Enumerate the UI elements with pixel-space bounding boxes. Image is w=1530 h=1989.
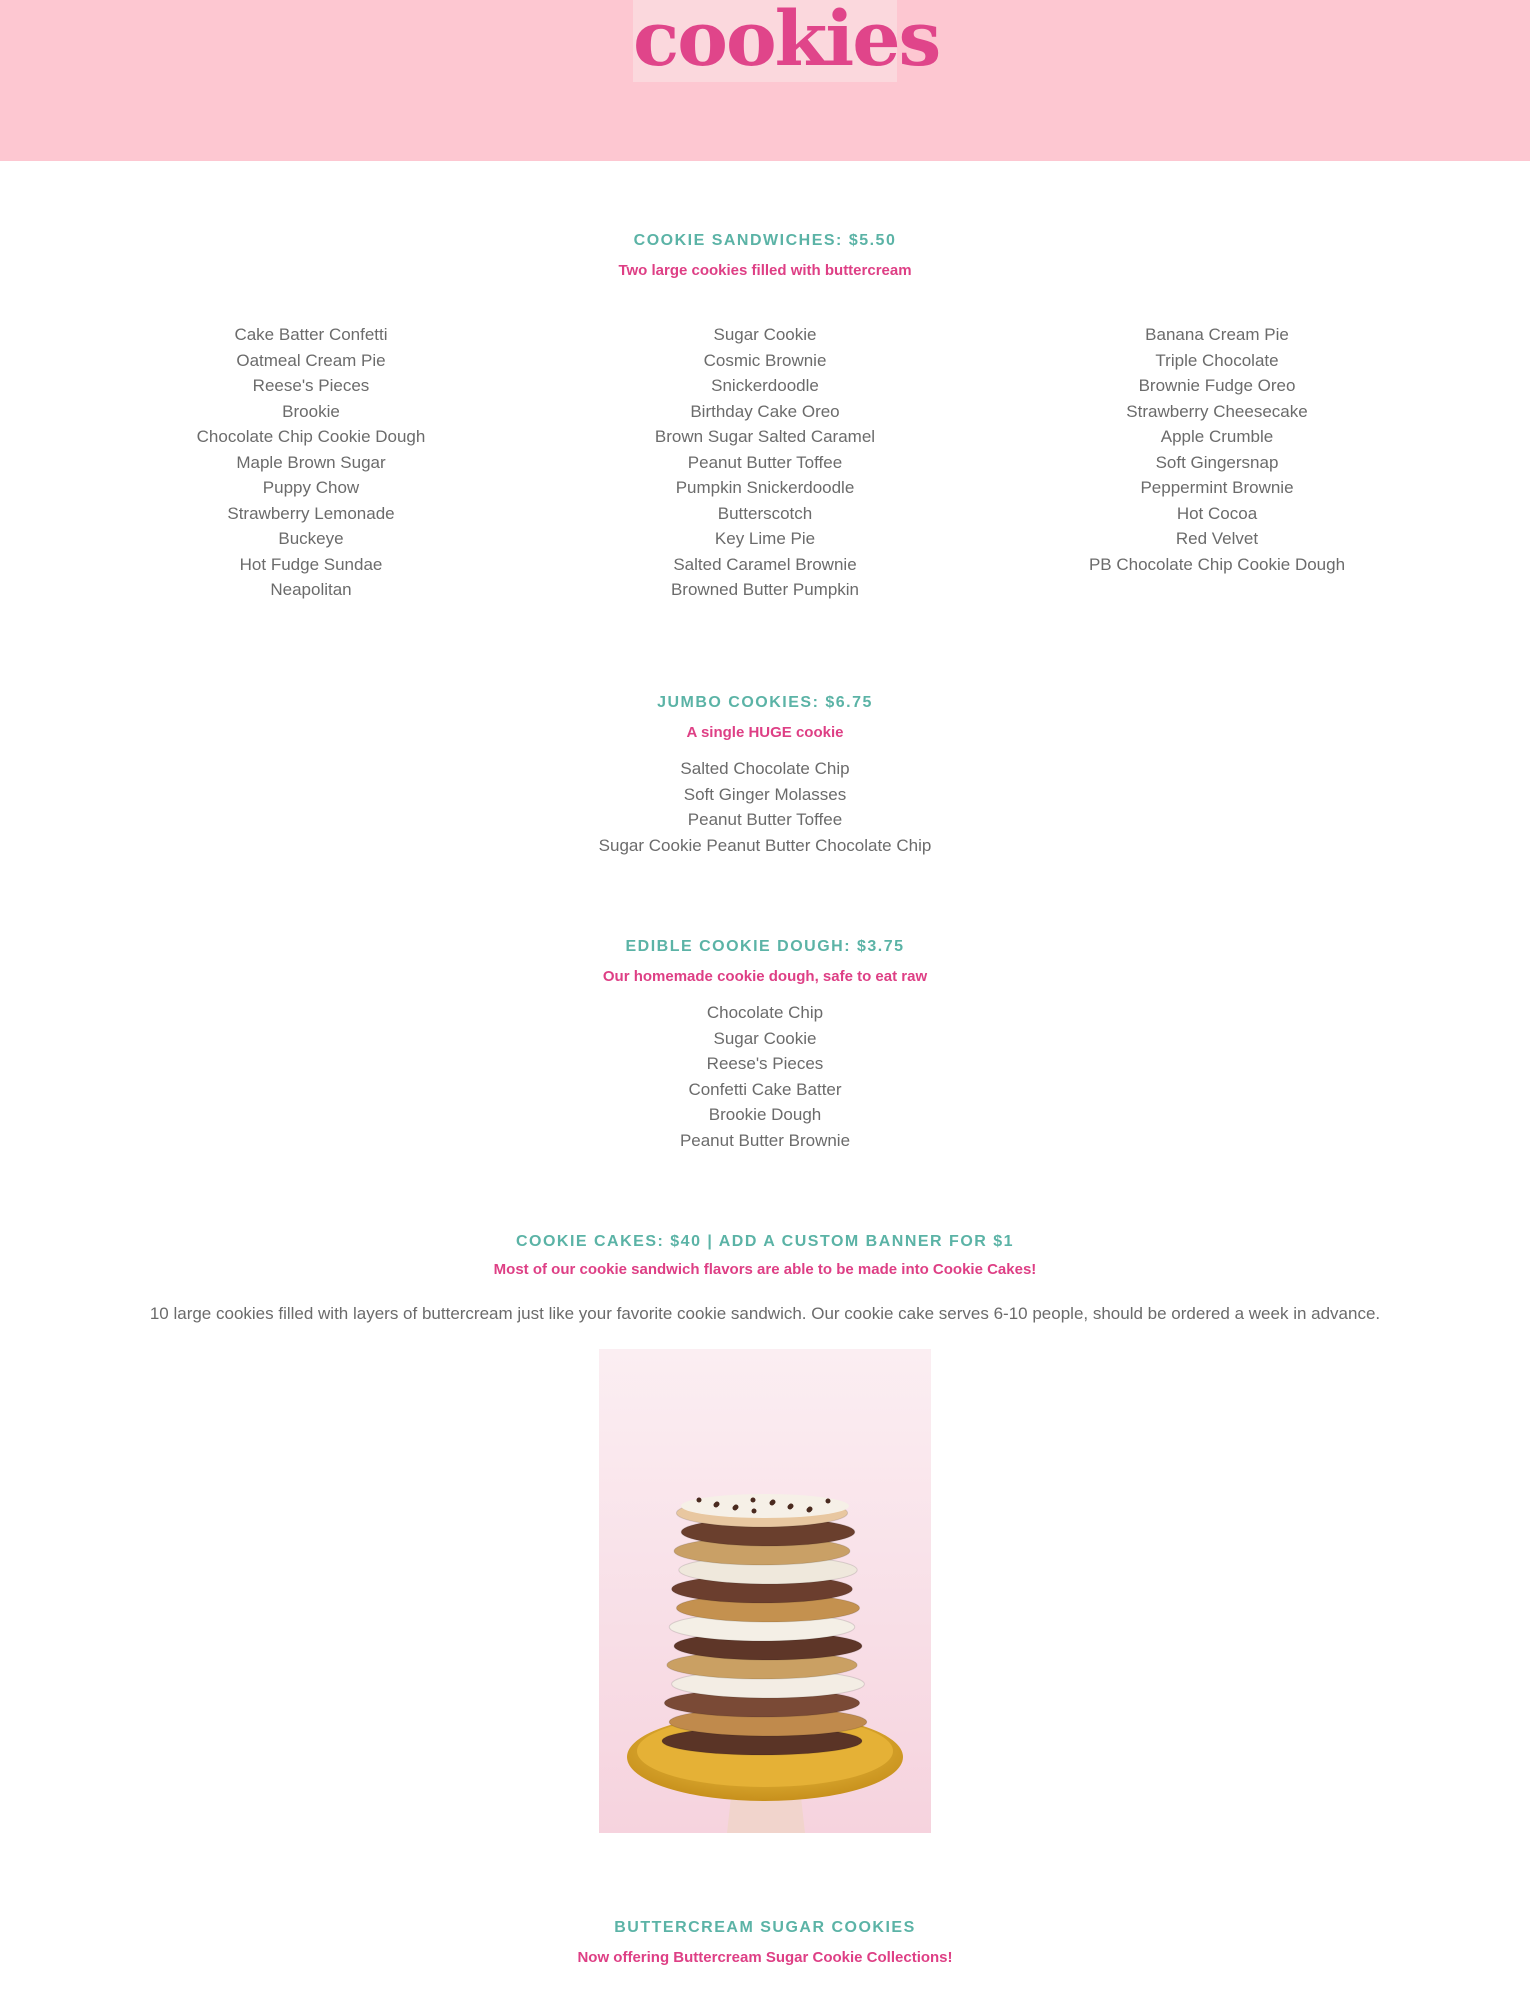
list-item: Hot Fudge Sundae xyxy=(239,554,383,574)
page-title: cookies xyxy=(633,0,940,83)
list-item: Brown Sugar Salted Caramel xyxy=(654,427,876,446)
list-item: Sugar Cookie xyxy=(713,325,817,344)
list-item: Strawberry Cheesecake xyxy=(1126,401,1308,421)
cakes-subheading: Most of our cookie sandwich flavors are able to be made into Cookie Cakes! xyxy=(493,1261,1037,1278)
sandwiches-subheading: Two large cookies filled with buttercream xyxy=(618,262,912,279)
hero-banner xyxy=(0,0,1530,161)
list-item: Brownie Fudge Oreo xyxy=(1138,376,1296,395)
dough-subheading: Our homemade cookie dough, safe to eat raw xyxy=(602,968,928,985)
dough-flavor-list xyxy=(0,1000,1530,1153)
list-item: Peppermint Brownie xyxy=(1140,478,1294,497)
sugar-cookies-section xyxy=(0,1918,1530,1968)
list-item: Brookie xyxy=(282,401,340,421)
sugar-cookies-subheading: Now offering Buttercream Sugar Cookie Collections! xyxy=(577,1949,953,1966)
flavor-list xyxy=(987,322,1447,577)
cookie-cake-photo xyxy=(599,1349,931,1833)
list-item: Puppy Chow xyxy=(262,478,360,497)
list-item: Brookie Dough xyxy=(708,1105,822,1124)
list-item: Oatmeal Cream Pie xyxy=(236,350,386,370)
list-item: Soft Ginger Molasses xyxy=(683,784,847,804)
list-item: Snickerdoodle xyxy=(711,376,819,395)
cakes-section xyxy=(0,1232,1530,1326)
flavor-list xyxy=(535,322,995,603)
jumbo-section xyxy=(0,693,1530,858)
list-item: Birthday Cake Oreo xyxy=(690,401,840,421)
cakes-heading: COOKIE CAKES: $40 | ADD A CUSTOM BANNER FOR $1 xyxy=(515,1233,1015,1250)
list-item: Buckeye xyxy=(278,529,344,548)
list-item: Browned Butter Pumpkin xyxy=(670,580,860,599)
sandwiches-header xyxy=(0,231,1530,281)
list-item: Pumpkin Snickerdoodle xyxy=(675,478,855,497)
cakes-description: 10 large cookies filled with layers of buttercream just like your favorite cookie sandwich. Our cookie cake serves 6-10 people, should be ordered a week in advance. xyxy=(149,1304,1381,1323)
jumbo-flavor-list xyxy=(0,756,1530,858)
list-item: Chocolate Chip Cookie Dough xyxy=(196,427,426,446)
list-item: Chocolate Chip xyxy=(706,1003,824,1022)
dough-heading: EDIBLE COOKIE DOUGH: $3.75 xyxy=(625,938,905,955)
list-item: Soft Gingersnap xyxy=(1155,452,1279,472)
list-item: Salted Caramel Brownie xyxy=(673,554,857,574)
flavor-list xyxy=(81,322,541,603)
list-item: Reese's Pieces xyxy=(706,1054,824,1073)
dough-section xyxy=(0,937,1530,1153)
jumbo-heading: JUMBO COOKIES: $6.75 xyxy=(657,694,873,711)
list-item: Salted Chocolate Chip xyxy=(680,759,850,778)
list-item: Sugar Cookie xyxy=(713,1028,817,1048)
sandwich-column-1 xyxy=(81,322,541,603)
list-item: Butterscotch xyxy=(717,503,813,523)
list-item: Maple Brown Sugar xyxy=(236,452,386,472)
list-item: Cosmic Brownie xyxy=(703,350,827,370)
list-item: Strawberry Lemonade xyxy=(227,503,395,523)
list-item: Confetti Cake Batter xyxy=(688,1079,842,1099)
list-item: Peanut Butter Toffee xyxy=(687,452,843,472)
list-item: Banana Cream Pie xyxy=(1145,325,1289,344)
jumbo-subheading: A single HUGE cookie xyxy=(686,724,844,741)
list-item: Apple Crumble xyxy=(1160,427,1274,446)
list-item: Key Lime Pie xyxy=(714,529,816,548)
list-item: Peanut Butter Brownie xyxy=(679,1130,851,1150)
sugar-cookies-heading: BUTTERCREAM SUGAR COOKIES xyxy=(614,1919,916,1936)
sandwich-column-3 xyxy=(987,322,1447,577)
sandwich-column-2 xyxy=(535,322,995,603)
list-item: Peanut Butter Toffee xyxy=(687,810,843,829)
list-item: Neapolitan xyxy=(270,580,352,599)
list-item: Cake Batter Confetti xyxy=(234,325,388,344)
list-item: Sugar Cookie Peanut Butter Chocolate Chip xyxy=(598,835,932,855)
list-item: Hot Cocoa xyxy=(1176,503,1258,523)
sandwiches-heading: COOKIE SANDWICHES: $5.50 xyxy=(633,232,897,249)
list-item: Triple Chocolate xyxy=(1155,350,1279,370)
list-item: Red Velvet xyxy=(1175,529,1259,548)
list-item: PB Chocolate Chip Cookie Dough xyxy=(1088,554,1346,574)
list-item: Reese's Pieces xyxy=(252,376,370,395)
